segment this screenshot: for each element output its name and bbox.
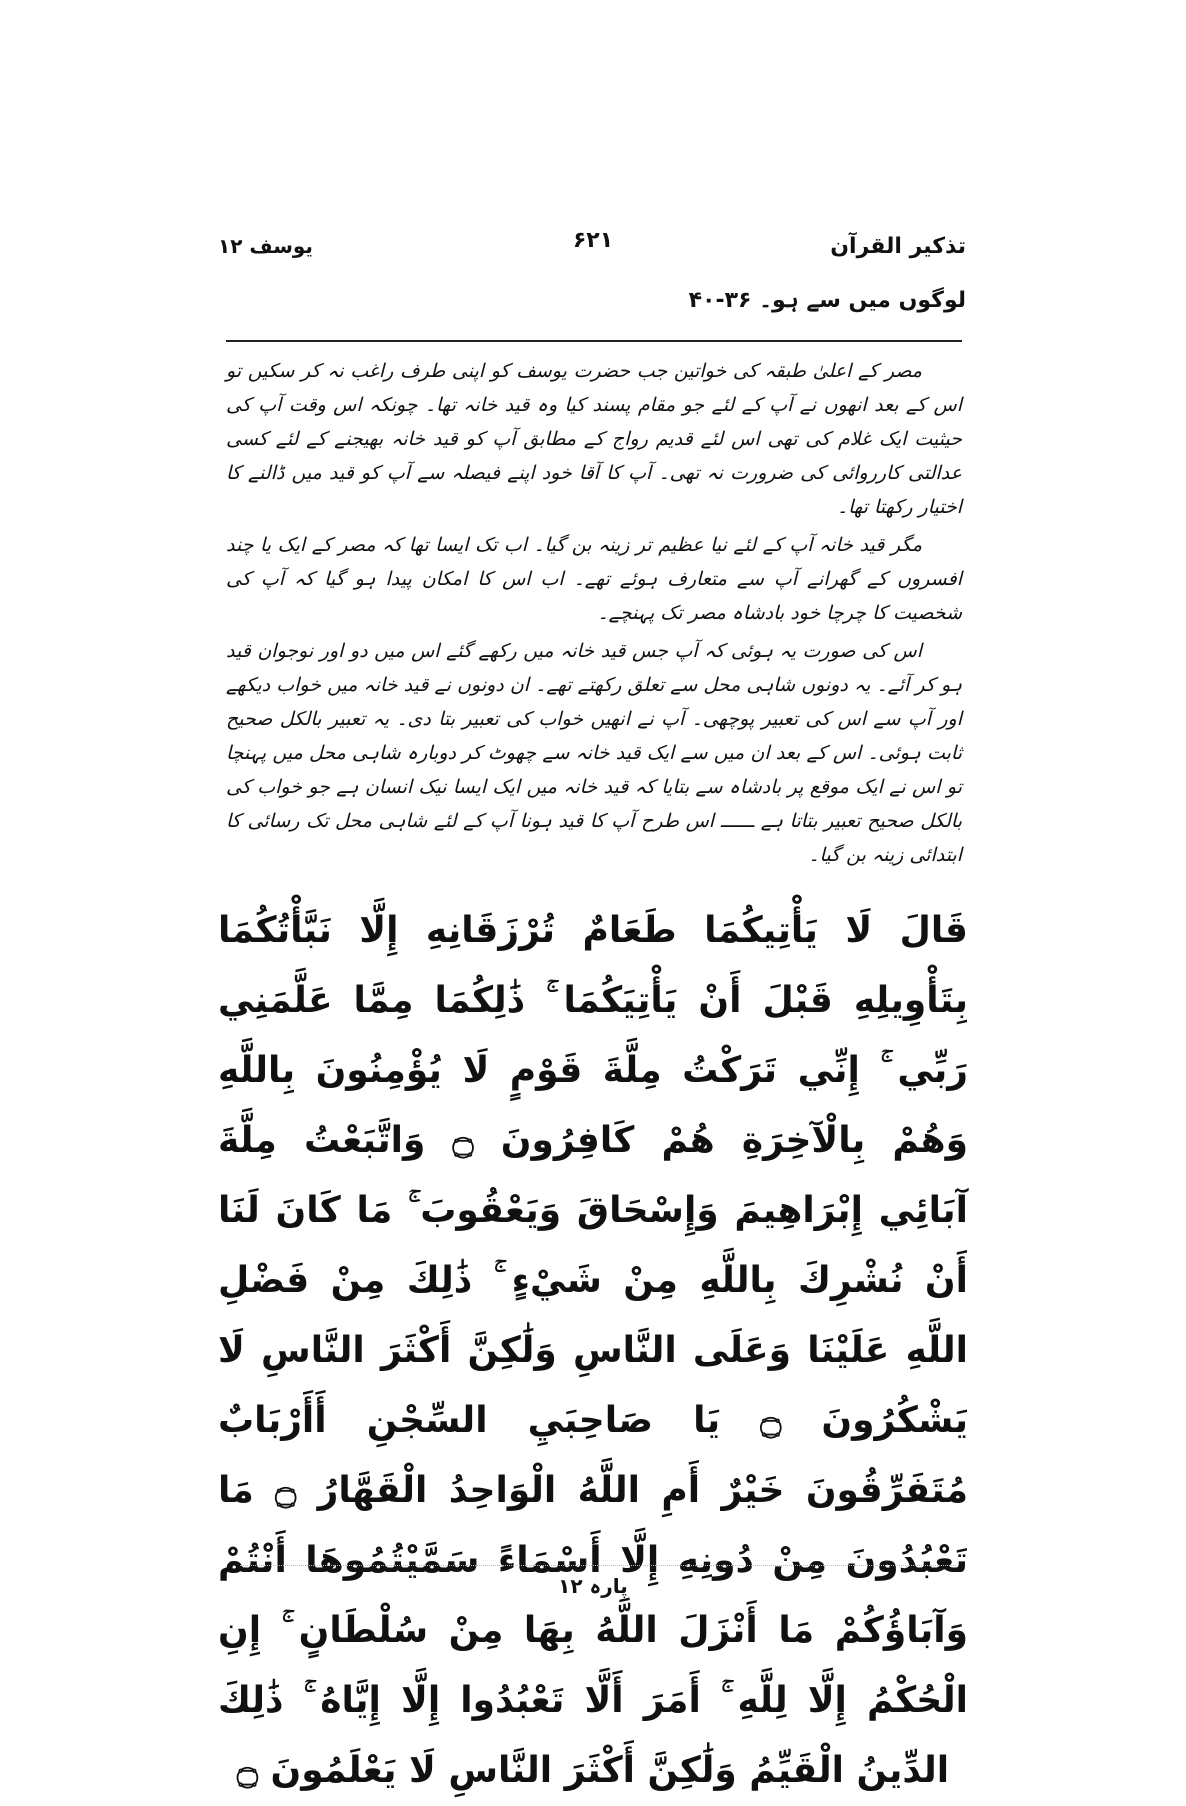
commentary-paragraph: مگر قید خانہ آپ کے لئے نیا عظیم تر زینہ بن گیا۔ اب تک ایسا تھا کہ مصر کے ایک یا چند افسروں کے گھرانے آپ سے متعارف ہوئے تھے۔ اب اس کا امکان پیدا ہو گیا کہ آپ کی شخصیت کا چرچا خود بادشاہ مصر تک پہنچے۔	[226, 534, 962, 624]
page-number: ۶۲۱	[572, 228, 614, 253]
book-title: تذکیر القرآن	[830, 234, 966, 259]
quran-verses: قَالَ لَا يَأْتِيكُمَا طَعَامٌ تُرْزَقَانِهِ إِلَّا نَبَّأْتُكُمَا بِتَأْوِيلِهِ قَبْلَ أَنْ يَأْتِيَكُمَا ۚ ذَٰلِكُمَا مِمَّا عَلَّمَنِي رَبِّي ۚ إِنِّي تَرَكْتُ مِلَّةَ قَوْمٍ لَا يُؤْمِنُونَ بِاللَّهِ وَهُمْ بِالْآخِرَةِ هُمْ كَافِرُونَ ۝ وَاتَّبَعْتُ مِلَّةَ آبَائِي إِبْرَاهِيمَ وَإِسْحَاقَ وَيَعْقُوبَ ۚ مَا كَانَ لَنَا أَنْ نُشْرِكَ بِاللَّهِ مِنْ شَيْءٍ ۚ ذَٰلِكَ مِنْ فَضْلِ اللَّهِ عَلَيْنَا وَعَلَى النَّاسِ وَلَٰكِنَّ أَكْثَرَ النَّاسِ لَا يَشْكُرُونَ ۝ يَا صَاحِبَيِ السِّجْنِ أَأَرْبَابٌ مُتَفَرِّقُونَ خَيْرٌ أَمِ اللَّهُ الْوَاحِدُ الْقَهَّارُ ۝ مَا تَعْبُدُونَ مِنْ دُونِهِ إِلَّا أَسْمَاءً سَمَّيْتُمُوهَا أَنْتُمْ وَآبَاؤُكُمْ مَا أَنْزَلَ اللَّهُ بِهَا مِنْ سُلْطَانٍ ۚ إِنِ الْحُكْمُ إِلَّا لِلَّهِ ۚ أَمَرَ أَلَّا تَعْبُدُوا إِلَّا إِيَّاهُ ۚ ذَٰلِكَ الدِّينُ الْقَيِّمُ وَلَٰكِنَّ أَكْثَرَ النَّاسِ لَا يَعْلَمُونَ ۝	[218, 910, 969, 1791]
commentary-paragraph: مصر کے اعلیٰ طبقہ کی خواتین جب حضرت یوسف کو اپنی طرف راغب نہ کر سکیں تو اس کے بعد انھوں نے آپ کے لئے جو مقام پسند کیا وہ قید خانہ تھا۔ چونکہ اس وقت آپ کی حیثیت ایک غلام کی تھی اس لئے قدیم رواج کے مطابق آپ کو قید خانہ بھیجنے کے لئے کسی عدالتی کارروائی کی ضرورت نہ تھی۔ آپ کا آقا خود اپنے فیصلہ سے آپ کو قید میں ڈالنے کا اختیار رکھتا تھا۔	[226, 360, 962, 518]
header-divider	[226, 340, 962, 342]
parah-number: پارہ ۱۲	[558, 1574, 628, 1598]
verse-range-heading: لوگوں میں سے ہو۔ ۳۶-۴۰	[688, 288, 966, 313]
commentary-text	[226, 354, 962, 876]
commentary-paragraph: اس کی صورت یہ ہوئی کہ آپ جس قید خانہ میں رکھے گئے اس میں دو اور نوجوان قید ہو کر آئے۔ یہ دونوں شاہی محل سے تعلق رکھتے تھے۔ ان دونوں نے قید خانہ میں خواب دیکھے اور آپ سے اس کی تعبیر پوچھی۔ آپ نے انھیں خواب کی تعبیر بتا دی۔ یہ تعبیر بالکل صحیح ثابت ہوئی۔ اس کے بعد ان میں سے ایک قید خانہ سے چھوٹ کر دوبارہ شاہی محل میں پہنچا تو اس نے ایک موقع پر بادشاہ سے بتایا کہ قید خانہ میں ایک ایسا نیک انسان ہے جو خواب کی بالکل صحیح تعبیر بتاتا ہے ــــــ اس طرح آپ کا قید ہونا آپ کے لئے شاہی محل تک رسائی کا ابتدائی زینہ بن گیا۔	[226, 640, 963, 866]
surah-label: یوسف ۱۲	[218, 234, 313, 258]
scan-artifact-line	[240, 1565, 956, 1570]
